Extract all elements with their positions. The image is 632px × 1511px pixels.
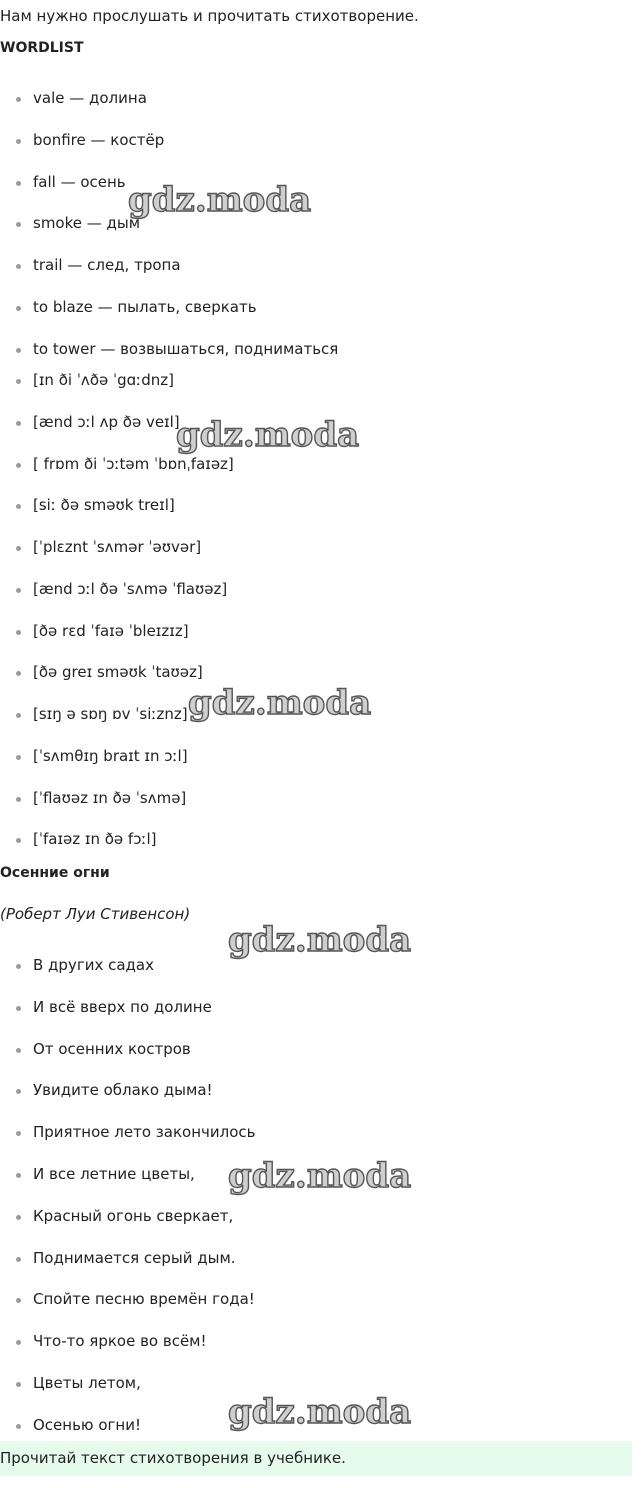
list-item-text: И всё вверх по долине: [33, 997, 212, 1016]
bullet-icon: [16, 1173, 21, 1178]
bullet-icon: [16, 588, 21, 593]
bullet-icon: [16, 630, 21, 635]
list-item: [0, 1206, 255, 1248]
bullet-icon: [16, 1382, 21, 1387]
list-item-text: [ˈsʌmθɪŋ braɪt ɪn ɔːl]: [33, 746, 188, 765]
list-item: [0, 412, 338, 454]
list-item-text: Красный огонь сверкает,: [33, 1206, 234, 1225]
watermark-logo: gdz.moda: [228, 1392, 412, 1432]
list-item-text: to blaze — пылать, сверкать: [33, 297, 257, 316]
list-item-text: to tower — возвышаться, подниматься: [33, 339, 339, 358]
list-item: [0, 370, 338, 412]
bullet-icon: [16, 1048, 21, 1053]
list-item-text: [ˈplɛznt ˈsʌmər ˈəʊvər]: [33, 538, 202, 556]
bullet-icon: [16, 181, 21, 186]
intro-text: Нам нужно прослушать и прочитать стихотворение.: [0, 7, 419, 25]
bullet-icon: [16, 1215, 21, 1220]
list-item: [0, 495, 338, 537]
list-item-text: Что-то яркое во всём!: [33, 1332, 207, 1351]
list-item: [0, 339, 338, 371]
list-item-text: [ðə greɪ sməʊk ˈtaʊəz]: [33, 663, 203, 682]
watermark-logo: gdz.moda: [228, 920, 412, 960]
list-item: [0, 130, 338, 172]
bullet-icon: [16, 463, 21, 468]
watermark-logo: gdz.moda: [128, 180, 312, 220]
list-item-text: [ɪn ði ˈʌðə ˈgɑːdnz]: [33, 371, 174, 389]
list-item: [0, 1164, 255, 1206]
list-item: [0, 297, 338, 339]
bullet-icon: [16, 713, 21, 718]
list-item: [0, 1373, 255, 1415]
list-item-text: [ðə rɛd ˈfaɪə ˈbleɪzɪz]: [33, 621, 189, 640]
wordlist: [0, 88, 338, 871]
bullet-icon: [16, 1257, 21, 1262]
list-item: [0, 1080, 255, 1122]
list-item-text: trail — след, тропа: [33, 256, 181, 274]
bullet-icon: [16, 348, 21, 353]
bullet-icon: [16, 97, 21, 102]
list-item-text: И все летние цветы,: [33, 1164, 195, 1183]
bullet-icon: [16, 1340, 21, 1345]
list-item-text: bonfire — костёр: [33, 130, 165, 149]
list-item-text: [ænd ɔːl ðə ˈsʌmə ˈflaʊəz]: [33, 579, 228, 598]
list-item-text: Приятное лето закончилось: [33, 1123, 256, 1142]
bullet-icon: [16, 1089, 21, 1094]
list-item: [0, 1122, 255, 1164]
list-item: [0, 621, 338, 663]
list-item: [0, 746, 338, 788]
poem-title: Осенние огни: [0, 865, 110, 881]
list-item-text: Осенью огни!: [33, 1415, 141, 1434]
list-item: [0, 172, 338, 214]
list-item-text: Цветы летом,: [33, 1373, 141, 1392]
list-item: [0, 662, 338, 704]
watermark-logo: gdz.moda: [188, 683, 372, 723]
list-item: [0, 537, 338, 579]
bullet-icon: [16, 1006, 21, 1011]
poem-author: (Роберт Луи Стивенсон): [0, 905, 191, 923]
list-item: [0, 88, 338, 130]
footer-note: Прочитай текст стихотворения в учебнике.: [0, 1441, 632, 1476]
bullet-icon: [16, 264, 21, 269]
list-item: [0, 1289, 255, 1331]
bullet-icon: [16, 838, 21, 843]
list-item-text: [ænd ɔːl ʌp ðə veɪl]: [33, 412, 180, 431]
bullet-icon: [16, 964, 21, 969]
bullet-icon: [16, 797, 21, 802]
wordlist-heading: WORDLIST: [0, 40, 84, 56]
list-item-text: От осенних костров: [33, 1039, 191, 1058]
bullet-icon: [16, 504, 21, 509]
bullet-icon: [16, 421, 21, 426]
bullet-icon: [16, 1424, 21, 1429]
bullet-icon: [16, 379, 21, 384]
poem-lines: [0, 955, 255, 1457]
list-item-text: [ˈflaʊəz ɪn ðə ˈsʌmə]: [33, 788, 187, 807]
list-item: [0, 255, 338, 297]
list-item: [0, 579, 338, 621]
list-item: [0, 1331, 255, 1373]
list-item: [0, 704, 338, 746]
list-item-text: fall — осень: [33, 172, 126, 191]
list-item-text: [sɪŋ ə sɒŋ ɒv ˈsiːznz]: [33, 705, 188, 723]
list-item: [0, 997, 255, 1039]
watermark-logo: gdz.moda: [228, 1156, 412, 1196]
list-item: [0, 1039, 255, 1081]
bullet-icon: [16, 1131, 21, 1136]
bullet-icon: [16, 1298, 21, 1303]
bullet-icon: [16, 546, 21, 551]
list-item-text: Спойте песню времён года!: [33, 1290, 255, 1309]
list-item: [0, 213, 338, 255]
list-item: [0, 955, 255, 997]
watermark-logo: gdz.moda: [176, 415, 360, 455]
list-item-text: Поднимается серый дым.: [33, 1248, 236, 1267]
bullet-icon: [16, 755, 21, 760]
list-item: [0, 1248, 255, 1290]
bullet-icon: [16, 139, 21, 144]
list-item-text: Увидите облако дыма!: [33, 1081, 213, 1100]
list-item-text: vale — долина: [33, 89, 147, 107]
bullet-icon: [16, 222, 21, 227]
bullet-icon: [16, 306, 21, 311]
list-item-text: В других садах: [33, 956, 154, 974]
list-item-text: [siː ðə sməʊk treɪl]: [33, 496, 175, 515]
bullet-icon: [16, 671, 21, 676]
list-item: [0, 788, 338, 830]
list-item-text: [ frɒm ði ˈɔːtəm ˈbɒnˌfaɪəz]: [33, 454, 234, 473]
list-item: [0, 454, 338, 496]
list-item-text: [ˈfaɪəz ɪn ðə fɔːl]: [33, 830, 157, 849]
list-item-text: smoke — дым: [33, 214, 141, 233]
